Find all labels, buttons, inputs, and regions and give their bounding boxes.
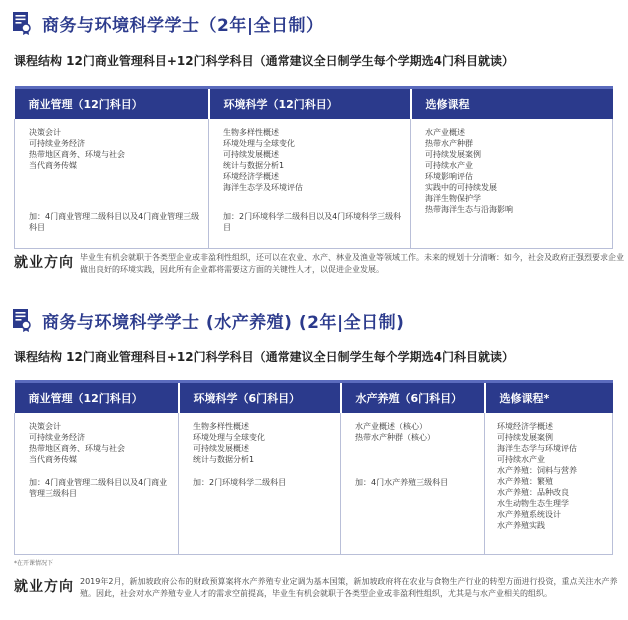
course-item: 水产养殖：饲料与营养: [497, 465, 577, 475]
column-aquaculture: [341, 413, 485, 555]
course-item: 可持续水产业: [497, 454, 545, 464]
column-header-electives: 选修课程: [411, 88, 613, 119]
course-item: 海洋生物保护学: [425, 193, 481, 203]
course-item: 可持续发展案例: [425, 149, 481, 159]
course-item: 统计与数据分析1: [223, 160, 285, 170]
column-header-environment: 环境科学（6门科目）: [179, 382, 341, 413]
course-item: 环境经济学概述: [497, 421, 553, 431]
column-business: [15, 413, 179, 555]
course-item: 环境处理与全球变化: [223, 138, 295, 148]
section-business-environment: [0, 0, 628, 290]
course-item: 海洋生态学及环境评估: [223, 182, 303, 192]
column-header-electives: 选修课程*: [485, 382, 613, 413]
course-item: 当代商务传媒: [29, 160, 77, 170]
course-item: 生物多样性概述: [193, 421, 249, 431]
course-item: 水产养殖实践: [497, 520, 545, 530]
course-item: 可持续业务经济: [29, 138, 85, 148]
course-item: 热带水产种群: [425, 138, 473, 148]
course-item: 实践中的可持续发展: [425, 182, 497, 192]
course-item: 可持续水产业: [425, 160, 473, 170]
career-label: 就业方向: [14, 255, 74, 271]
column-header-environment: 环境科学（12门科目）: [209, 88, 411, 119]
course-item: 环境处理与全球变化: [193, 432, 265, 442]
career-section: [14, 576, 626, 600]
course-note: 加：4门商业管理二级科目以及4门商业管理三级科目: [29, 477, 168, 498]
course-item: 统计与数据分析1: [193, 454, 255, 464]
course-item: 水产养殖：品种改良: [497, 487, 569, 497]
footnote: *在开课情况下: [14, 560, 54, 567]
course-item: 当代商务传媒: [29, 454, 77, 464]
course-table: [14, 86, 613, 249]
course-item: 决策会计: [29, 421, 61, 431]
course-item: 决策会计: [29, 127, 61, 137]
course-structure: 课程结构 12门商业管理科目+12门科学科目（通常建议全日制学生每个学期选4门科目就读）: [14, 54, 514, 68]
course-item: 环境经济学概述: [223, 171, 279, 181]
certificate-icon: [12, 11, 32, 35]
course-item: 水产养殖：繁殖: [497, 476, 553, 486]
career-text: 毕业生有机会就职于各类型企业或非盈利性组织，还可以在农业、水产、林业及渔业等领域工作。未来的规划十分清晰：如今，社会及政府正强烈要求企业做出良好的环境实践，因此所有企业都将需要这方面的关键性人才，以促进企业发展。: [80, 253, 624, 274]
course-note: 加：4门商业管理二级科目以及4门商业管理三级科目: [29, 211, 200, 232]
column-environment: [209, 119, 411, 249]
course-item: 水产养殖系统设计: [497, 509, 561, 519]
course-item: 可持续发展概述: [223, 149, 279, 159]
column-header-aquaculture: 水产养殖（6门科目）: [341, 382, 485, 413]
course-item: 环境影响评估: [425, 171, 473, 181]
career-text: 2019年2月，新加坡政府公布的财政预算案将水产养殖专业定调为基本国策，新加坡政府将在农业与食物生产行业的转型方面进行投资，重点关注水产养殖。因此，社会对水产养殖专业人才的需求空前提高，毕业生有机会就职于各类型企业或非盈利性组织，尤其是与水产业相关的组织。: [80, 577, 618, 598]
course-item: 热带海洋生态与沿海影响: [425, 204, 513, 214]
course-item: 海洋生态学与环境评估: [497, 443, 577, 453]
course-item: 热带水产种群（核心）: [355, 432, 435, 442]
column-header-business: 商业管理（12门科目）: [15, 382, 179, 413]
course-note: 加：4门水产养殖三级科目: [355, 477, 449, 487]
course-item: 热带地区商务、环境与社会: [29, 443, 125, 453]
course-table: [14, 380, 613, 555]
section-title: 商务与环境科学学士（2年|全日制）: [42, 15, 324, 36]
course-item: 可持续业务经济: [29, 432, 85, 442]
certificate-icon: [12, 308, 32, 332]
section-title: 商务与环境科学学士 (水产养殖) (2年|全日制): [42, 312, 405, 333]
column-environment: [179, 413, 341, 555]
course-structure: 课程结构 12门商业管理科目+12门科学科目（通常建议全日制学生每个学期选4门科目就读）: [14, 350, 514, 364]
section-title-row: [0, 305, 404, 335]
column-electives: [411, 119, 613, 249]
course-item: 水产业概述: [425, 127, 465, 137]
course-item: 可持续发展案例: [497, 432, 553, 442]
course-item: 水产业概述（核心）: [355, 421, 427, 431]
section-business-environment-aquaculture: [0, 300, 628, 620]
course-item: 可持续发展概述: [193, 443, 249, 453]
course-note: 加：2门环境科学二级科目以及4门环境科学三级科目: [223, 211, 402, 232]
course-item: 生物多样性概述: [223, 127, 279, 137]
column-electives: [485, 413, 613, 555]
career-label: 就业方向: [14, 579, 74, 595]
section-title-row: [0, 8, 324, 38]
course-item: 热带地区商务、环境与社会: [29, 149, 125, 159]
career-section: [14, 252, 626, 276]
column-header-business: 商业管理（12门科目）: [15, 88, 209, 119]
course-item: 水生动物生态生理学: [497, 498, 569, 508]
course-note: 加：2门环境科学二级科目: [193, 477, 287, 487]
column-business: [15, 119, 209, 249]
